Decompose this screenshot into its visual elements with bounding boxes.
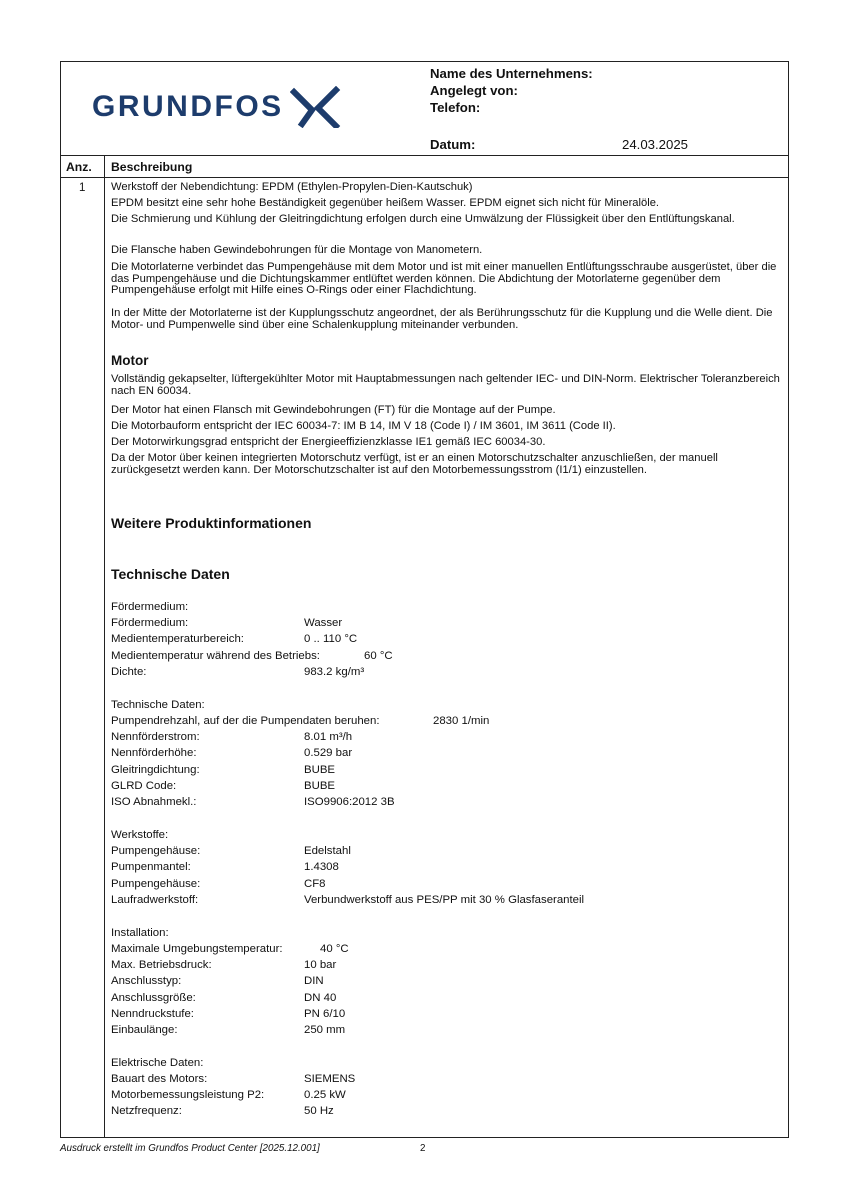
spec-label: Pumpengehäuse:	[111, 878, 201, 890]
desc-paragraph: Die Flansche haben Gewindebohrungen für die Montage von Manometern.	[111, 244, 483, 256]
table-header-border	[61, 177, 788, 178]
spec-row	[111, 616, 343, 630]
spec-label: Medientemperaturbereich:	[111, 633, 244, 645]
spec-label: Einbaulänge:	[111, 1024, 178, 1036]
spec-row	[111, 1104, 334, 1118]
spec-value: Verbundwerkstoff aus PES/PP mit 30 % Glasfaseranteil	[304, 894, 585, 906]
spec-row	[111, 1072, 356, 1086]
spec-label: Anschlusstyp:	[111, 975, 182, 987]
spec-label: Nenndruckstufe:	[111, 1008, 194, 1020]
motor-paragraph: Der Motor hat einen Flansch mit Gewindebohrungen (FT) für die Montage auf der Pumpe.	[111, 404, 556, 416]
spec-value: 10 bar	[304, 959, 337, 971]
company-label: Name des Unternehmens:	[430, 66, 593, 81]
spec-label: Anschlussgröße:	[111, 992, 196, 1004]
spec-value: 1.4308	[304, 861, 339, 873]
spec-label: Max. Betriebsdruck:	[111, 959, 212, 971]
spec-value: 0.25 kW	[304, 1089, 346, 1101]
section-title: Technische Daten:	[111, 699, 205, 711]
grundfos-x-logo-icon	[290, 86, 342, 128]
spec-row	[111, 877, 326, 891]
spec-label: Pumpengehäuse:	[111, 845, 201, 857]
desc-paragraph: Werkstoff der Nebendichtung: EPDM (Ethylen-Propylen-Dien-Kautschuk)	[111, 181, 473, 193]
spec-value: 2830 1/min	[433, 715, 490, 727]
spec-value: DN 40	[304, 992, 337, 1004]
motor-paragraph: Vollständig gekapselter, lüftergekühlter Motor mit Hauptabmessungen nach geltender IEC- und DIN-Norm. Elektrischer Toleranzbereich nach EN 60034.	[111, 373, 780, 397]
spec-value: 8.01 m³/h	[304, 731, 353, 743]
motor-paragraph: Der Motorwirkungsgrad entspricht der Energieeffizienzklasse IE1 gemäß IEC 60034-30.	[111, 436, 546, 448]
spec-value: 0 .. 110 °C	[304, 633, 358, 645]
spec-value: BUBE	[304, 780, 336, 792]
spec-row	[111, 746, 353, 760]
spec-row	[111, 974, 324, 988]
spec-label: Nennförderstrom:	[111, 731, 200, 743]
spec-value: 40 °C	[320, 943, 349, 955]
spec-label: Laufradwerkstoff:	[111, 894, 199, 906]
desc-paragraph: Die Schmierung und Kühlung der Gleitringdichtung erfolgen durch eine Umwälzung der Flüssigkeit über den Entlüftungskanal.	[111, 213, 735, 225]
desc-paragraph: In der Mitte der Motorlaterne ist der Kupplungsschutz angeordnet, der als Berührungsschutz für die Kupplung und die Welle dient. Die Motor- und Pumpenwelle sind über eine Schalenkupplung miteinander verbunden.	[111, 307, 773, 331]
spec-label: Fördermedium:	[111, 617, 189, 629]
spec-value: BUBE	[304, 764, 336, 776]
qty-column-header: Anz.	[66, 160, 92, 174]
section-title: Installation:	[111, 927, 169, 939]
spec-row	[111, 1088, 346, 1102]
spec-row	[111, 730, 353, 744]
spec-row	[111, 795, 395, 809]
motor-heading: Motor	[111, 353, 149, 368]
spec-label: ISO Abnahmekl.:	[111, 796, 197, 808]
motor-paragraph: Da der Motor über keinen integrierten Motorschutz verfügt, ist er an einen Motorschutzschalter anzuschließen, der manuell zurückgesetzt werden kann. Der Motorschutzschalter ist auf den Motorbemessungsstrom (I1/1) einzustellen.	[111, 452, 718, 476]
spec-row	[111, 779, 336, 793]
spec-label: Pumpendrehzahl, auf der die Pumpendaten beruhen:	[111, 715, 380, 727]
section-title: Elektrische Daten:	[111, 1057, 204, 1069]
spec-value: 983.2 kg/m³	[304, 666, 365, 678]
spec-row	[111, 632, 358, 646]
spec-row	[111, 860, 339, 874]
spec-row	[111, 665, 365, 679]
spec-label: GLRD Code:	[111, 780, 177, 792]
spec-row	[111, 763, 336, 777]
spec-row	[111, 942, 349, 956]
spec-value: CF8	[304, 878, 326, 890]
spec-row	[111, 991, 337, 1005]
desc-paragraph: EPDM besitzt eine sehr hohe Beständigkeit gegenüber heißem Wasser. EPDM eignet sich nicht für Mineralöle.	[111, 197, 660, 209]
spec-row	[111, 893, 585, 907]
spec-value: PN 6/10	[304, 1008, 346, 1020]
date-value: 24.03.2025	[622, 137, 689, 152]
spec-value: Edelstahl	[304, 845, 351, 857]
brand-name: GRUNDFOS	[92, 90, 284, 123]
phone-label: Telefon:	[430, 100, 481, 115]
section-title: Fördermedium:	[111, 601, 189, 613]
spec-value: 250 mm	[304, 1024, 346, 1036]
column-divider	[104, 156, 105, 1137]
spec-value: 50 Hz	[304, 1105, 334, 1117]
spec-row	[111, 649, 393, 663]
spec-value: DIN	[304, 975, 324, 987]
spec-value: SIEMENS	[304, 1073, 356, 1085]
spec-label: Pumpenmantel:	[111, 861, 191, 873]
spec-label: Nennförderhöhe:	[111, 747, 197, 759]
spec-label: Netzfrequenz:	[111, 1105, 182, 1117]
created-by-label: Angelegt von:	[430, 83, 518, 98]
motor-paragraph: Die Motorbauform entspricht der IEC 60034-7: IM B 14, IM V 18 (Code I) / IM 3601, IM 3611 (Code II).	[111, 420, 616, 432]
spec-row	[111, 1007, 346, 1021]
section-title: Werkstoffe:	[111, 829, 169, 841]
further-info-heading: Weitere Produktinformationen	[111, 515, 312, 531]
spec-value: Wasser	[304, 617, 343, 629]
spec-row	[111, 1023, 346, 1037]
spec-label: Maximale Umgebungstemperatur:	[111, 943, 283, 955]
spec-row	[111, 714, 490, 728]
spec-label: Dichte:	[111, 666, 147, 678]
spec-row	[111, 844, 351, 858]
spec-value: 60 °C	[364, 650, 393, 662]
date-label: Datum:	[430, 137, 476, 152]
spec-value: 0.529 bar	[304, 747, 353, 759]
spec-label: Bauart des Motors:	[111, 1073, 208, 1085]
technical-data-heading: Technische Daten	[111, 566, 230, 582]
spec-row	[111, 958, 337, 972]
table-top-border	[61, 155, 788, 156]
description-column-header: Beschreibung	[111, 160, 193, 174]
grundfos-logo	[92, 86, 342, 128]
spec-label: Gleitringdichtung:	[111, 764, 200, 776]
spec-label: Medientemperatur während des Betriebs:	[111, 650, 320, 662]
print-footer: Ausdruck erstellt im Grundfos Product Center [2025.12.001]	[60, 1143, 320, 1154]
quantity-value: 1	[79, 182, 86, 194]
page-number: 2	[420, 1143, 426, 1154]
desc-paragraph: Die Motorlaterne verbindet das Pumpengehäuse mit dem Motor und ist mit einer manuellen Entlüftungsschraube ausgerüstet, über die das Pumpengehäuse und die Dichtungskammer entlüftet werden können. Die Abdichtung der Motorlaterne gegenüber dem Pumpengehäuse erfolgt mit Hilfe eines O-Rings oder einer Flachdichtung.	[111, 261, 777, 297]
spec-label: Motorbemessungsleistung P2:	[111, 1089, 265, 1101]
spec-value: ISO9906:2012 3B	[304, 796, 395, 808]
